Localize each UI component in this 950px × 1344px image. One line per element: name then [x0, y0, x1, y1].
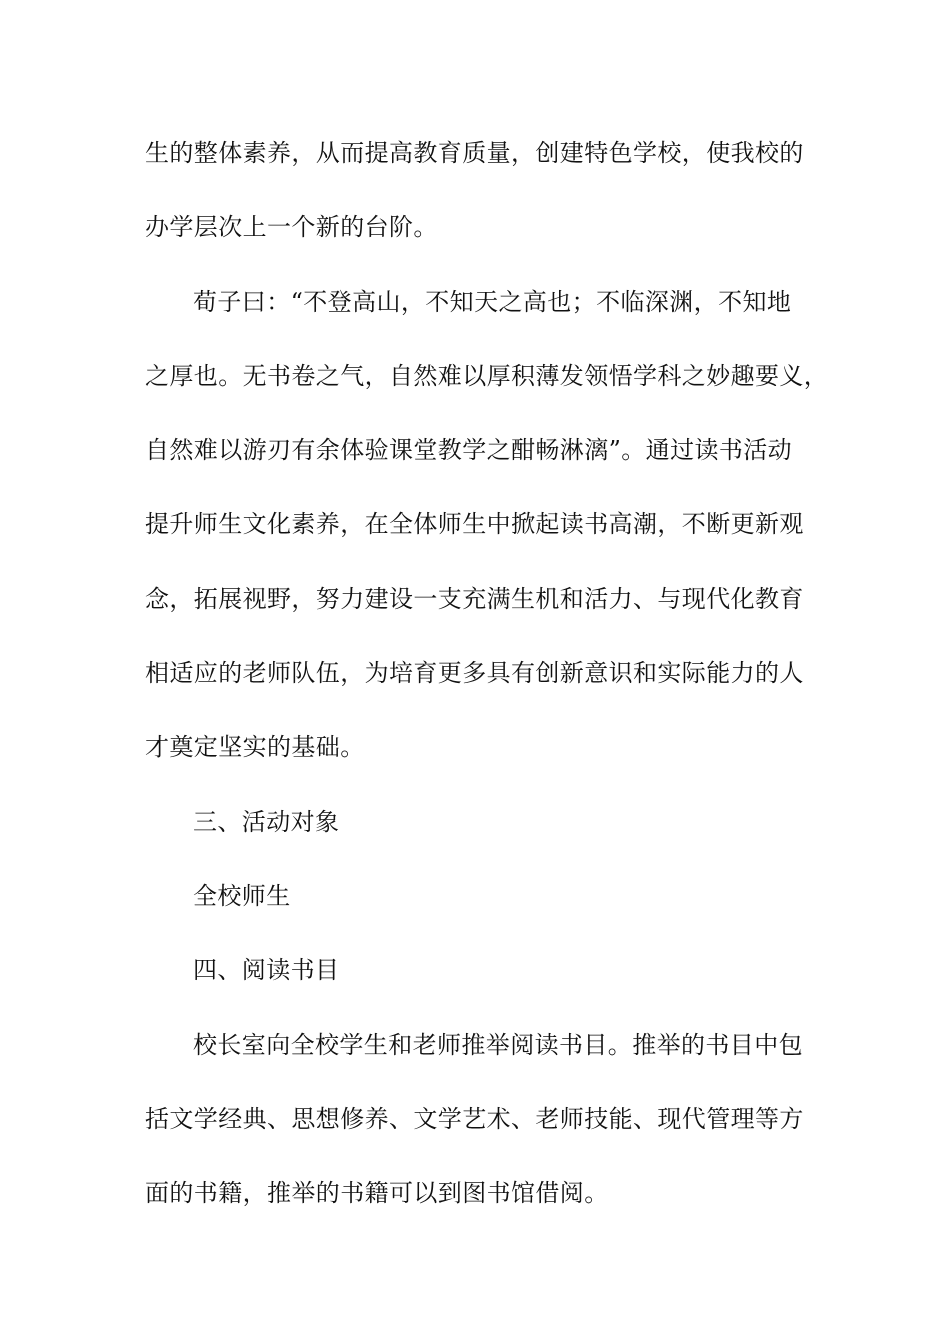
text-line: 面的书籍，推举的书籍可以到图书馆借阅。 [145, 1179, 609, 1208]
text-line: 办学层次上一个新的台阶。 [145, 213, 438, 242]
text-line: 之厚也。无书卷之气，自然难以厚积薄发领悟学科之妙趣要义， [145, 361, 829, 390]
text-line: 相适应的老师队伍，为培育更多具有创新意识和实际能力的人 [145, 659, 804, 688]
text-line: 生的整体素养，从而提高教育质量，创建特色学校，使我校的 [145, 139, 804, 167]
text-line: 校长室向全校学生和老师推举阅读书目。推举的书目中包 [193, 1030, 803, 1059]
text-line: 念，拓展视野，努力建设一支充满生机和活力、与现代化教育 [145, 584, 804, 613]
section-heading: 三、活动对象 [193, 807, 340, 836]
body-text [145, 126, 829, 1240]
section-heading: 四、阅读书目 [193, 956, 340, 985]
text-line: 提升师生文化素养，在全体师生中掀起读书高潮，不断更新观 [145, 510, 804, 539]
text-line: 荀子曰：“不登高山，不知天之高也；不临深渊，不知地 [193, 287, 792, 316]
text-line: 括文学经典、思想修养、文学艺术、老师技能、现代管理等方 [145, 1104, 804, 1133]
text-line: 才奠定坚实的基础。 [145, 733, 365, 762]
text-line: 自然难以游刃有余体验课堂教学之酣畅淋漓”。通过读书活动 [145, 436, 793, 465]
text-line: 全校师生 [193, 881, 291, 910]
